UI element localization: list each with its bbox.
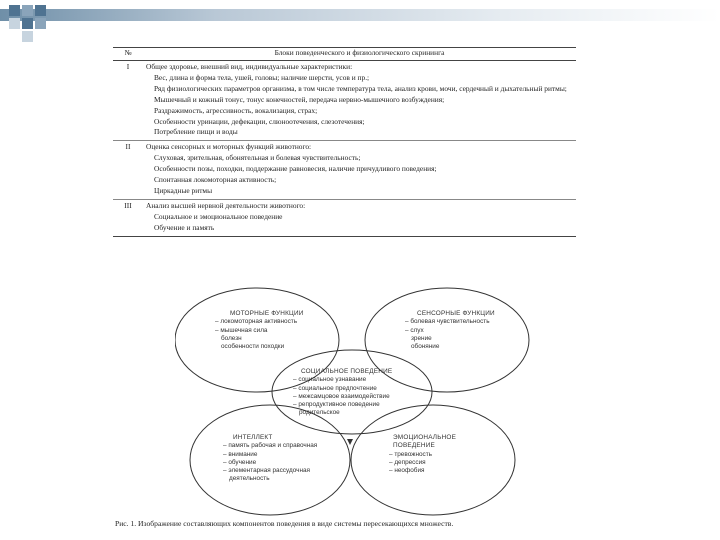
intellect-line: – память рабочая и справочная bbox=[223, 442, 318, 450]
block-item: Спонтанная локомоторная активность; bbox=[154, 175, 277, 185]
sensory-title: СЕНСОРНЫЕ ФУНКЦИИ bbox=[417, 310, 495, 317]
intellect-line: деятельность bbox=[229, 475, 270, 483]
social-line: родительское bbox=[299, 409, 340, 417]
block-item: Циркадные ритмы bbox=[154, 185, 213, 195]
motor-line: особенности походки bbox=[221, 343, 285, 351]
figure-caption: Рис. 1. Изображение составляющих компонентов поведения в виде системы пересекающихся множеств. bbox=[115, 519, 454, 528]
deco-square bbox=[22, 18, 33, 29]
deco-square bbox=[22, 5, 33, 16]
block-item: Вес, длина и форма тела, ушей, головы; наличие шерсти, усов и пр.; bbox=[154, 72, 370, 82]
block-title: Оценка сенсорных и моторных функций животного: bbox=[146, 142, 312, 152]
block-item: Потребление пищи и воды bbox=[154, 127, 238, 137]
motor-line: – мышечная сила bbox=[215, 326, 268, 334]
header-gradient-band bbox=[0, 9, 720, 21]
block-content bbox=[143, 61, 576, 141]
block-num: III bbox=[113, 199, 143, 236]
block-item: Слуховая, зрительная, обонятельная и болевая чувствительность; bbox=[154, 153, 361, 163]
emotional-title-2: ПОВЕДЕНИЕ bbox=[393, 442, 435, 450]
deco-square bbox=[35, 18, 46, 29]
intellect-line: – элементарная рассудочная bbox=[223, 467, 310, 475]
sensory-line: зрение bbox=[411, 334, 432, 342]
emotional-line: – депрессия bbox=[389, 458, 426, 466]
block-item: Ряд физиологических параметров организма, в том числе температура тела, анализ крови, мочи, сердечный и дыхательный ритмы; bbox=[154, 83, 567, 93]
social-line: – межсамцовое взаимодействие bbox=[293, 392, 390, 400]
block-content bbox=[143, 199, 576, 236]
deco-square bbox=[35, 5, 46, 16]
table-row bbox=[113, 61, 576, 141]
motor-title: МОТОРНЫЕ ФУНКЦИИ bbox=[230, 310, 304, 317]
block-title: Общее здоровье, внешний вид, индивидуальные характеристики: bbox=[146, 62, 353, 71]
motor-line: – локомоторная активность bbox=[215, 318, 298, 326]
block-item: Социальное и эмоциональное поведение bbox=[154, 211, 283, 221]
social-line: – репродуктивное поведение bbox=[293, 401, 380, 409]
block-item: Особенности уринации, дефекации, слюноотечения, слезотечения; bbox=[154, 116, 365, 126]
social-title: СОЦИАЛЬНОЕ ПОВЕДЕНИЕ bbox=[301, 368, 393, 375]
social-set-label bbox=[293, 368, 392, 418]
block-num: I bbox=[113, 61, 143, 141]
intellect-line: – внимание bbox=[223, 450, 258, 458]
sensory-line: обоняние bbox=[411, 343, 440, 351]
deco-square bbox=[9, 5, 20, 16]
block-item: Обучение и память bbox=[154, 222, 215, 232]
social-line: – социальное предпочтение bbox=[293, 384, 377, 392]
motor-line: болезн bbox=[221, 334, 242, 342]
center-marker-icon bbox=[347, 439, 353, 445]
sensory-line: – болевая чувствительность bbox=[405, 318, 490, 326]
block-item: Раздражимость, агрессивность, вокализация, страх; bbox=[154, 105, 318, 115]
table-row bbox=[113, 141, 576, 200]
motor-set-label bbox=[215, 310, 304, 351]
intellect-set-label bbox=[223, 434, 317, 484]
intellect-line: – обучение bbox=[223, 458, 257, 466]
deco-square bbox=[22, 31, 33, 42]
emotional-line: – неофобия bbox=[389, 467, 425, 475]
emotional-set-label bbox=[389, 434, 456, 475]
social-line: – социальное узнавание bbox=[293, 376, 367, 384]
table-header-num: № bbox=[113, 48, 143, 61]
table-row bbox=[113, 199, 576, 236]
block-item: Мышечный и кожный тонус, тонус конечностей, передача нервно-мышечного возбуждения; bbox=[154, 94, 445, 104]
intellect-title: ИНТЕЛЛЕКТ bbox=[233, 434, 273, 441]
table-header-title: Блоки поведенческого и физиологического скрининга bbox=[143, 48, 576, 61]
deco-square bbox=[9, 18, 20, 29]
table-header-row bbox=[113, 48, 576, 61]
sensory-line: – слух bbox=[405, 326, 424, 334]
emotional-title: ЭМОЦИОНАЛЬНОЕ bbox=[393, 434, 457, 441]
behavior-sets-diagram bbox=[175, 282, 530, 517]
block-num: II bbox=[113, 141, 143, 200]
block-content bbox=[143, 141, 576, 200]
screening-table bbox=[113, 47, 576, 237]
block-title: Анализ высшей нервной деятельности животного: bbox=[146, 200, 306, 210]
emotional-line: – тревожность bbox=[389, 450, 432, 458]
block-item: Особенности позы, походки, поддержание равновесия, наличие причудливого поведения; bbox=[154, 164, 437, 174]
sensory-set-label bbox=[405, 310, 495, 351]
